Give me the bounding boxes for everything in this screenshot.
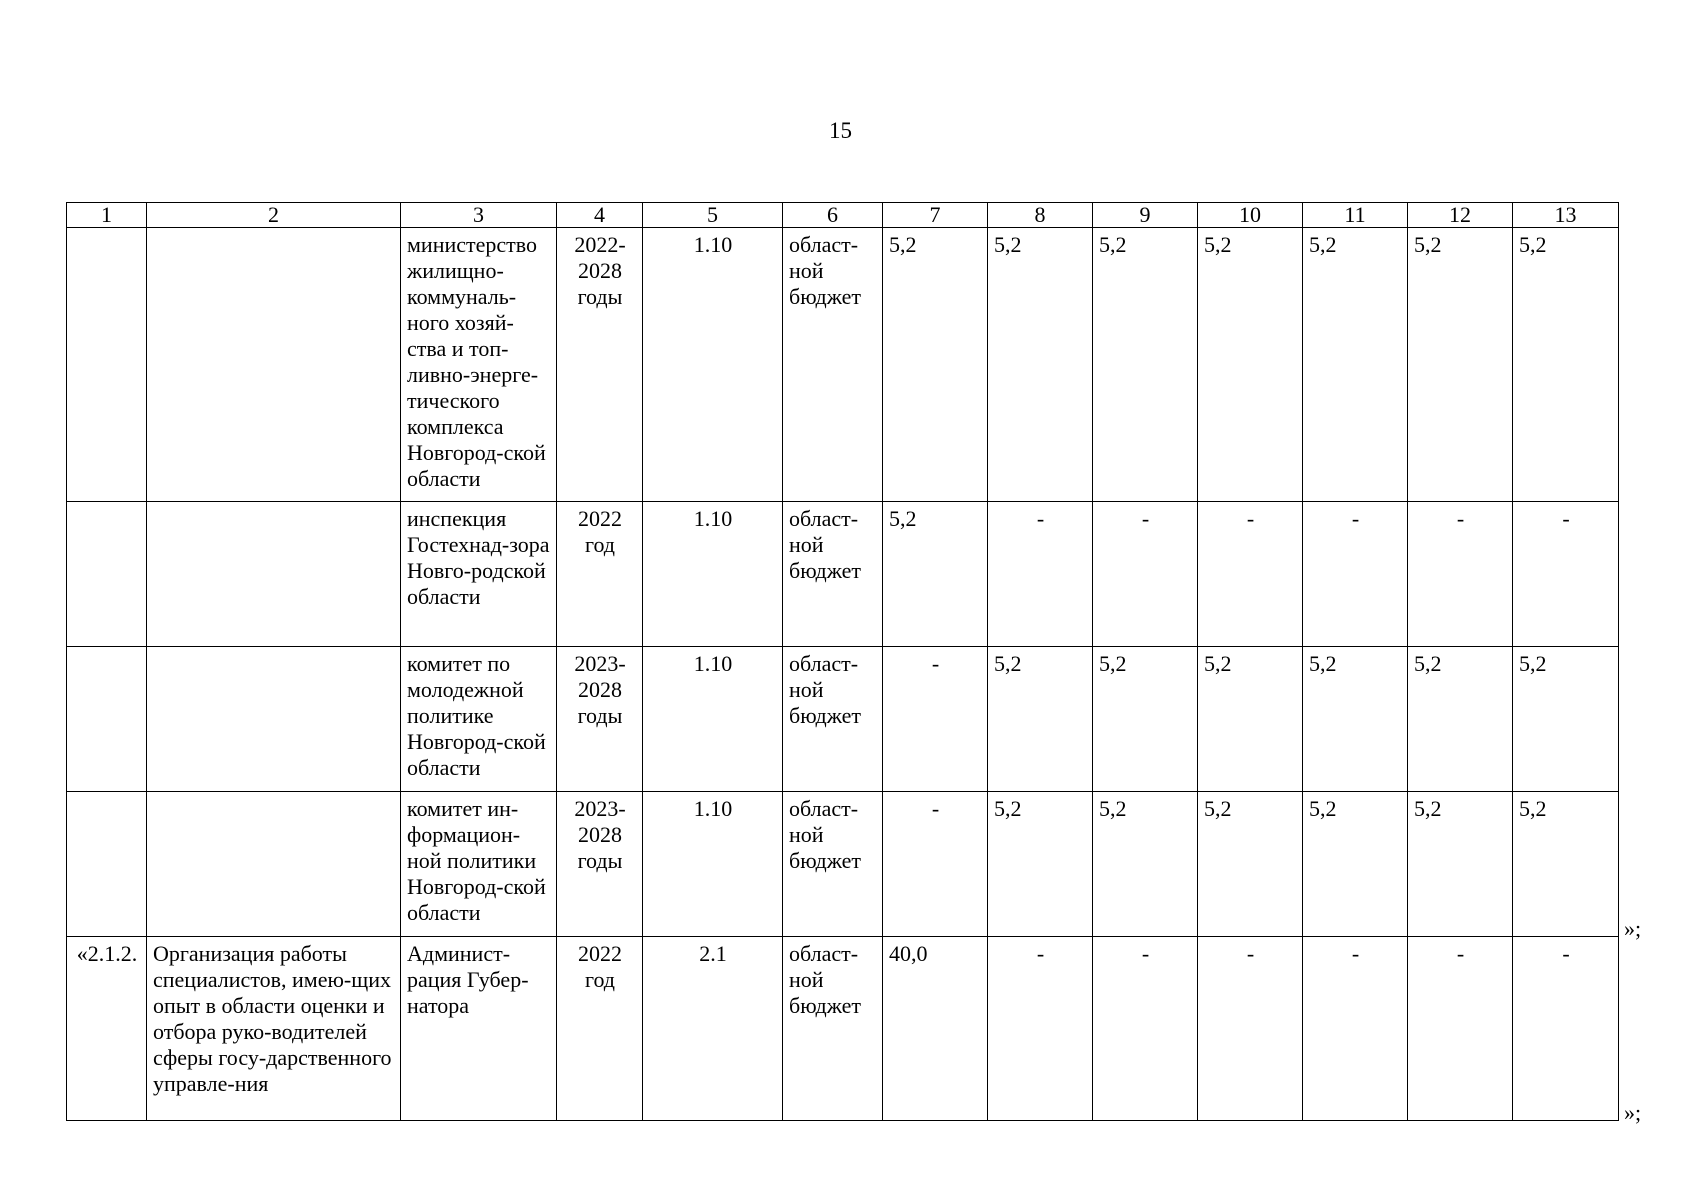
value-cell: 5,2 [1093, 228, 1198, 502]
period-cell: 2023-2028 годы [557, 647, 643, 792]
header-cell: 7 [883, 203, 988, 228]
closing-quote-mark: »; [1624, 916, 1642, 941]
header-cell: 4 [557, 203, 643, 228]
activities-table [66, 202, 1619, 1121]
value-cell: 40,0 [883, 937, 988, 1121]
activity-name-cell [147, 502, 401, 647]
value-cell: 5,2 [1093, 792, 1198, 937]
value-cell: - [883, 647, 988, 792]
table-row [67, 647, 1619, 792]
target-indicator-cell: 1.10 [643, 502, 783, 647]
value-cell: 5,2 [988, 792, 1093, 937]
header-row [67, 203, 1619, 228]
executor-cell: министерство жилищно-коммуналь-ного хозяй-ства и топ-ливно-энерге-тического комплекса Новгород-ской области [401, 228, 557, 502]
value-cell: - [1093, 937, 1198, 1121]
activity-name-cell [147, 647, 401, 792]
row-number-cell [67, 792, 147, 937]
value-cell: - [1513, 502, 1619, 647]
value-cell: - [1513, 937, 1619, 1121]
value-cell: 5,2 [1303, 228, 1408, 502]
row-number-cell [67, 228, 147, 502]
closing-quote-mark: »; [1624, 1100, 1642, 1125]
value-cell: - [988, 937, 1093, 1121]
value-cell: - [1408, 502, 1513, 647]
table-row [67, 502, 1619, 647]
header-cell: 13 [1513, 203, 1619, 228]
value-cell: - [1198, 937, 1303, 1121]
header-cell: 12 [1408, 203, 1513, 228]
header-cell: 8 [988, 203, 1093, 228]
row-number-cell [67, 502, 147, 647]
value-cell: - [1303, 502, 1408, 647]
funding-source-cell: област-ной бюджет [783, 502, 883, 647]
header-cell: 2 [147, 203, 401, 228]
period-cell: 2023-2028 годы [557, 792, 643, 937]
target-indicator-cell: 2.1 [643, 937, 783, 1121]
value-cell: - [1408, 937, 1513, 1121]
funding-source-cell: област-ной бюджет [783, 937, 883, 1121]
value-cell: 5,2 [1198, 647, 1303, 792]
table-row [67, 228, 1619, 502]
period-cell: 2022-2028 годы [557, 228, 643, 502]
table-row [67, 937, 1619, 1121]
header-cell: 9 [1093, 203, 1198, 228]
value-cell: 5,2 [1093, 647, 1198, 792]
value-cell: 5,2 [1513, 228, 1619, 502]
executor-cell: комитет по молодежной политике Новгород-ской области [401, 647, 557, 792]
value-cell: - [883, 792, 988, 937]
value-cell: 5,2 [1303, 792, 1408, 937]
page-number: 15 [829, 118, 852, 143]
table-row [67, 792, 1619, 937]
value-cell: - [1198, 502, 1303, 647]
period-cell: 2022 год [557, 502, 643, 647]
header-cell: 5 [643, 203, 783, 228]
header-cell: 1 [67, 203, 147, 228]
activity-name-cell [147, 792, 401, 937]
executor-cell: инспекция Гостехнад-зора Новго-родской области [401, 502, 557, 647]
value-cell: 5,2 [988, 647, 1093, 792]
value-cell: - [988, 502, 1093, 647]
value-cell: 5,2 [1303, 647, 1408, 792]
value-cell: 5,2 [1408, 647, 1513, 792]
value-cell: 5,2 [883, 502, 988, 647]
value-cell: 5,2 [1513, 792, 1619, 937]
value-cell: 5,2 [1198, 228, 1303, 502]
executor-cell: Админист-рация Губер-натора [401, 937, 557, 1121]
header-cell: 11 [1303, 203, 1408, 228]
row-number-cell: «2.1.2. [67, 937, 147, 1121]
activity-name-cell: Организация работы специалистов, имею-щих опыт в области оценки и отбора руко-водителей сферы госу-дарственного управле-ния [147, 937, 401, 1121]
row-number-cell [67, 647, 147, 792]
header-cell: 10 [1198, 203, 1303, 228]
value-cell: 5,2 [1513, 647, 1619, 792]
funding-source-cell: област-ной бюджет [783, 792, 883, 937]
value-cell: 5,2 [988, 228, 1093, 502]
activity-name-cell [147, 228, 401, 502]
target-indicator-cell: 1.10 [643, 792, 783, 937]
value-cell: - [1303, 937, 1408, 1121]
header-cell: 6 [783, 203, 883, 228]
period-cell: 2022 год [557, 937, 643, 1121]
funding-source-cell: област-ной бюджет [783, 228, 883, 502]
value-cell: 5,2 [883, 228, 988, 502]
value-cell: 5,2 [1408, 792, 1513, 937]
header-cell: 3 [401, 203, 557, 228]
value-cell: - [1093, 502, 1198, 647]
executor-cell: комитет ин-формацион-ной политики Новгород-ской области [401, 792, 557, 937]
target-indicator-cell: 1.10 [643, 647, 783, 792]
value-cell: 5,2 [1408, 228, 1513, 502]
target-indicator-cell: 1.10 [643, 228, 783, 502]
funding-source-cell: област-ной бюджет [783, 647, 883, 792]
value-cell: 5,2 [1198, 792, 1303, 937]
